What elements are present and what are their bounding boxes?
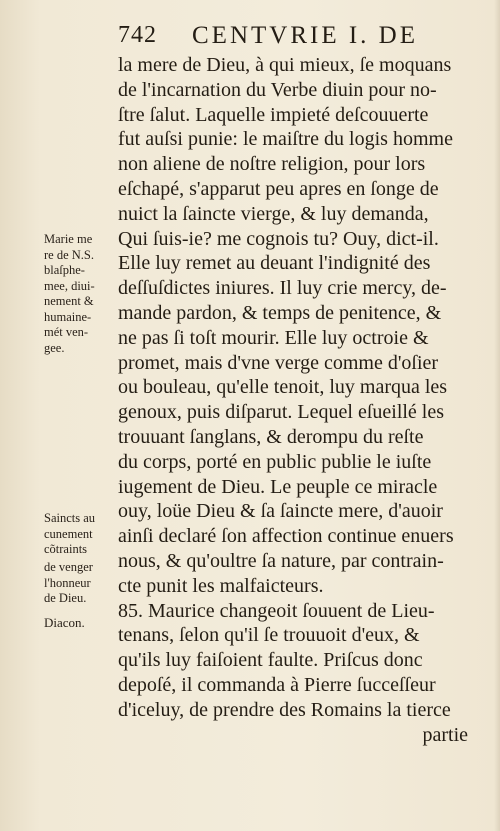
- text-line: ſtre ſalut. Laquelle impieté deſcouuerte: [118, 103, 429, 126]
- text-line: ne pas ſi toſt mourir. Elle luy octroie &: [118, 326, 429, 349]
- margin-note-line: l'honneur: [44, 575, 91, 590]
- text-line: ainſi declaré ſon affection continue enuers: [118, 525, 454, 548]
- margin-note-line: cõtraints: [44, 542, 88, 556]
- text-line: nuict la ſaincte vierge, & luy demanda,: [118, 202, 429, 225]
- text-line: non aliene de noſtre religion, pour lors: [118, 153, 426, 176]
- margin-note-line: humaine-: [44, 309, 92, 324]
- margin-note-line: nement &: [44, 294, 94, 308]
- text-line: de l'incarnation du Verbe diuin pour no-: [118, 78, 437, 101]
- page-header: [118, 18, 458, 52]
- text-line: iugement de Dieu. Le peuple ce miracle: [118, 475, 438, 498]
- margin-note-line: re de N.S.: [44, 247, 94, 262]
- margin-note-line: de Dieu.: [44, 591, 87, 605]
- page-edge-shadow: [494, 0, 500, 831]
- margin-note-line: Diacon.: [44, 615, 85, 630]
- body-text: [118, 53, 470, 747]
- margin-note-line: de venger: [44, 560, 93, 574]
- text-line: Elle luy remet au deuant l'indignité des: [118, 252, 431, 275]
- text-line: ou bouleau, qu'elle tenoit, luy marqua les: [118, 376, 448, 399]
- text-line: du corps, porté en public publie le iuſte: [118, 450, 432, 473]
- text-line: Qui ſuis-ie? me cognois tu? Ouy, dict-il.: [118, 227, 439, 250]
- text-line: cte punit les malfaicteurs.: [118, 574, 324, 597]
- margin-note-line: Marie me: [44, 232, 93, 246]
- margin-note-line: mét ven-: [44, 325, 89, 339]
- margin-note-diacon: [44, 615, 116, 631]
- margin-note-line: mee, diui-: [44, 278, 95, 293]
- margin-note-line: cunement: [44, 526, 93, 541]
- text-line: qu'ils luy faiſoient faulte. Priſcus donc: [118, 649, 423, 672]
- margin-note-line: gee.: [44, 340, 65, 355]
- margin-note-venger: [44, 560, 116, 607]
- text-line: promet, mais d'vne verge comme d'oſier: [118, 351, 439, 374]
- text-line: la mere de Dieu, à qui mieux, ſe moquans: [118, 54, 452, 76]
- text-line: nous, & qu'oultre ſa nature, par contrain-: [118, 549, 444, 572]
- text-line: deſſuſdictes iniures. Il luy crie mercy, de-: [118, 277, 447, 300]
- margin-note-line: blaſphe-: [44, 263, 85, 277]
- margin-note-line: Saincts au: [44, 511, 96, 525]
- text-line: trouuant ſanglans, & derompu du reſte: [118, 425, 424, 448]
- text-line: depoſé, il commanda à Pierre ſucceſſeur: [118, 673, 436, 696]
- text-line: 85. Maurice changeoit ſouuent de Lieu-: [118, 599, 435, 622]
- text-line: eſchapé, s'apparut peu apres en ſonge de: [118, 177, 439, 200]
- text-line: fut auſsi punie: le maiſtre du logis homme: [118, 128, 453, 151]
- text-line: mande pardon, & temps de penitence, &: [118, 301, 442, 324]
- text-line: genoux, puis diſparut. Lequel eſueillé les: [118, 401, 445, 424]
- margin-note-saincts: [44, 511, 116, 558]
- catchword: partie: [422, 723, 468, 746]
- text-line: tenans, ſelon qu'il ſe trouuoit d'eux, &: [118, 624, 420, 647]
- page-number: 742: [118, 22, 157, 48]
- text-line: d'iceluy, de prendre des Romains la tierce: [118, 698, 451, 721]
- running-title: CENTVRIE I. DE: [192, 22, 418, 49]
- margin-note-marie: [44, 232, 116, 356]
- text-line: ouy, loüe Dieu & ſa ſaincte mere, d'auoir: [118, 500, 443, 523]
